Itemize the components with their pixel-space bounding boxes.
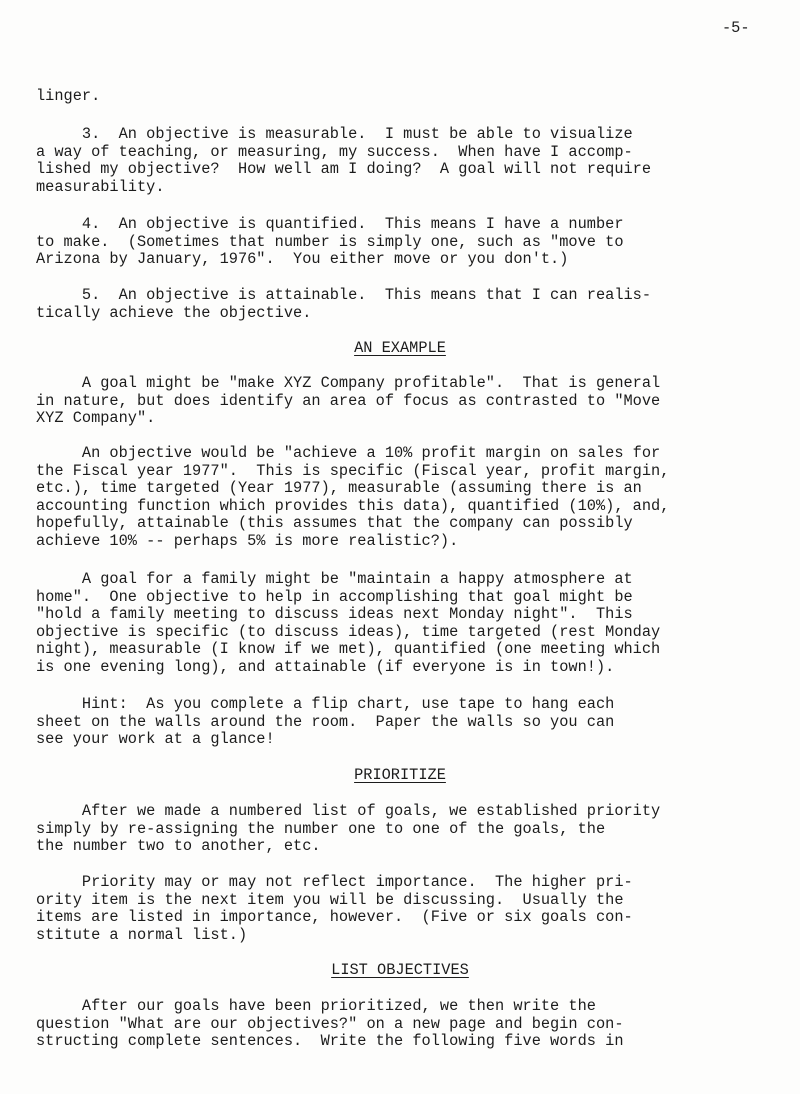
- heading-list-objectives-text: LIST OBJECTIVES: [331, 961, 469, 979]
- paragraph-attainable: 5. An objective is attainable. This means that I can realis- tically achieve the objective.: [36, 286, 652, 322]
- paragraph-prioritize-1: After we made a numbered list of goals, we established priority simply by re-assigning the number one to one of the goals, the the number two to another, etc.: [36, 802, 661, 856]
- paragraph-prioritize-2: Priority may or may not reflect importance. The higher pri- ority item is the next item you will be discussing. Usually the items are listed in importance, however. (Five or six goals con- stitute a normal list.): [36, 873, 633, 944]
- paragraph-measurable: 3. An objective is measurable. I must be able to visualize a way of teaching, or measuring, my success. When have I accomp- lished my objective? How well am I doing? A goal will not require measurability.: [36, 125, 652, 196]
- paragraph-linger: linger.: [36, 87, 101, 105]
- paragraph-example-objective: An objective would be "achieve a 10% profit margin on sales for the Fiscal year 1977". This is specific (Fiscal year, profit margin, etc.), time targeted (Year 1977), measurable (assuming there is an accounting function which provides this data), quantified (10%), and, hopefully, attainable (this assumes that the company can possibly achieve 10% -- perhaps 5% is more realistic?).: [36, 444, 670, 550]
- heading-prioritize-text: PRIORITIZE: [354, 766, 446, 784]
- paragraph-example-goal: A goal might be "make XYZ Company profitable". That is general in nature, but does identify an area of focus as contrasted to "Move XYZ Company".: [36, 374, 661, 428]
- paragraph-hint: Hint: As you complete a flip chart, use tape to hang each sheet on the walls around the room. Paper the walls so you can see your work at a glance!: [36, 695, 615, 749]
- paragraph-quantified: 4. An objective is quantified. This means I have a number to make. (Sometimes that number is simply one, such as "move to Arizona by January, 1976". You either move or you don't.): [36, 215, 624, 269]
- heading-prioritize: [0, 767, 800, 785]
- heading-list-objectives: [0, 962, 800, 980]
- heading-an-example-text: AN EXAMPLE: [354, 339, 446, 357]
- heading-an-example: [0, 340, 800, 358]
- page-number: -5-: [722, 19, 750, 37]
- paragraph-family: A goal for a family might be "maintain a happy atmosphere at home". One objective to help in accomplishing that goal might be "hold a family meeting to discuss ideas next Monday night". This objective is specific (to discuss ideas), time targeted (rest Monday night), measurable (I know if we met), quantified (one meeting which is one evening long), and attainable (if everyone is in town!).: [36, 570, 661, 676]
- paragraph-list-objectives: After our goals have been prioritized, we then write the question "What are our objectives?" on a new page and begin con- structing complete sentences. Write the following five words in: [36, 997, 624, 1051]
